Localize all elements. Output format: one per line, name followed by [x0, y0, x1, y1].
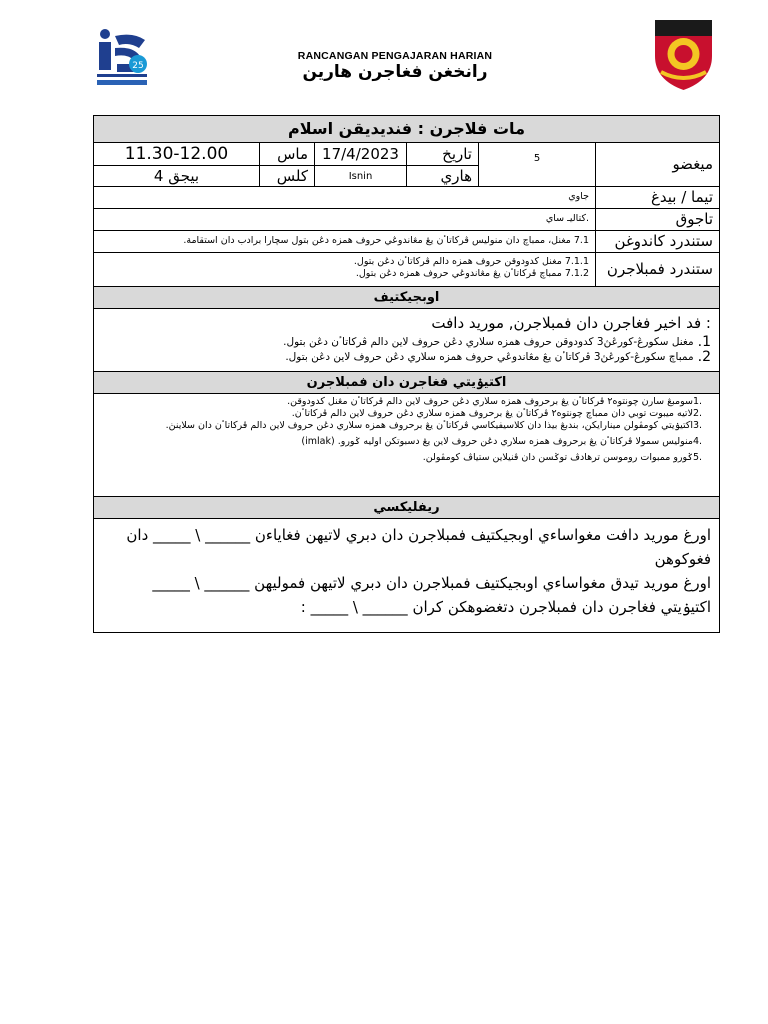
week-value: 5	[478, 143, 595, 186]
header-title-jawi: رانخغن فغاجرن هارين	[302, 62, 488, 82]
activity-number: 5.	[693, 452, 703, 463]
time-label: ماس	[260, 143, 314, 166]
activity-text: اکتيۏيتي کومڤولن مينارايکن، بندبڠ بيذا دان کلاسيفيکاسي ڤرکاتاٴن يڠ برحروف همزه سلاري دڠن حروف لاين دالم ڤرکاتاٴن دان سلاينڽ.	[165, 420, 693, 431]
objective-item	[102, 350, 711, 365]
activities-header: اکتيۏيتي فغاجرن دان فمبلاجرن	[306, 375, 507, 390]
school-crest-logo	[651, 16, 716, 92]
objective-number: 1.	[697, 334, 711, 350]
reflection-line: اورغ موريد دافت مغواساءي اوبجيکتيف فمبلاجرن دان دبري لاتيهن فغاياءن ______ \ _____ دان فغوکوهن	[126, 526, 711, 568]
objective-number: 2.	[697, 349, 711, 365]
activity-item	[100, 408, 713, 420]
content-standard-value: 7.1 مغنل، ممباچ دان منوليس ڤرکاتاٴن يڠ مڠاندوڠي حروف همزه دڠن بتول سچارا برادب دان استقامة.	[183, 235, 589, 246]
content-standard-row	[94, 231, 719, 253]
lesson-plan-table	[93, 115, 720, 633]
class-label: کلس	[276, 167, 308, 185]
date-label: تاريخ	[407, 143, 478, 166]
activity-text: لاتيه ميبوت توبي دان ممباچ چونتوه٢ ڤرکاتاٴن يڠ برحروف همزه سلاري دڠن حروف لاين دالم ڤرکاتاٴن.	[291, 408, 693, 419]
objective-text: مغنل سکورڠ-کورڠڽ3 کدودوقن حروف همزه سلاري دڠن حروف لاين دالم ڤرکاتاٴن دڠن بتول.	[283, 336, 694, 348]
time-class-values	[94, 143, 259, 186]
class-value: بيجق 4	[153, 167, 200, 185]
date-day-labels	[406, 143, 478, 186]
content-standard-label: ستندرد کاندوغن	[595, 231, 719, 252]
activity-item	[100, 420, 713, 432]
activity-text: سومبڠ سارن چونتوه٢ ڤرکاتاٴن يڠ برحروف همزه سلاري دڠن حروف لاين دالم ڤرکاتاٴن مڠنل کدودوقن.	[287, 396, 693, 407]
header-title-latin: RANCANGAN PENGAJARAN HARIAN	[297, 50, 493, 62]
objective-intro: : فد اخير فغاجرن دان فمبلاجرن, موريد دافت	[431, 314, 711, 332]
topic-row	[94, 209, 719, 231]
activities-header-row	[94, 372, 719, 394]
theme-row	[94, 187, 719, 209]
week-label: ميغضو	[595, 143, 719, 186]
objectives-row	[94, 309, 719, 372]
activity-item	[100, 452, 713, 464]
objective-text: ممباچ سکورڠ-کورڠڽ3 ڤرکاتاٴن يڠ مڠاندوڠي حروف همزه سلاري دڠن حروف لاين دڠن بتول.	[285, 351, 694, 363]
activity-text: ݢورو ممبوات روموسن ترهادڤ توݢسن دان ڤنيلاين ستياڤ کومڤولن.	[422, 452, 693, 463]
objective-header: اوبجيکتيف	[373, 290, 440, 305]
activities-row	[94, 394, 719, 497]
activity-item	[100, 436, 713, 448]
learning-standard-row	[94, 253, 719, 287]
theme-value: جاوي	[568, 191, 589, 202]
activities-list	[94, 394, 719, 466]
day-label: هاري	[440, 167, 472, 185]
reflection-row	[94, 519, 719, 632]
learning-standard-list	[94, 253, 595, 286]
subject-row	[94, 116, 719, 143]
reflection-header-row	[94, 497, 719, 519]
activity-number: 2.	[693, 408, 703, 419]
learning-standard-item: 7.1.2 ممباچ ڤرکاتاٴن يڠ مڠاندوڠي حروف همزه دڠن بتول.	[355, 268, 589, 279]
activity-number: 3.	[693, 420, 703, 431]
date-day-values	[314, 143, 406, 186]
day-value: Isnin	[348, 171, 373, 182]
learning-standard-item: 7.1.1 مغنل کدودوقن حروف همزه دالم ڤرکاتاٴن دڠن بتول.	[353, 256, 589, 267]
info-row	[94, 143, 719, 187]
activity-text: منوليس سمولا ڤرکاتاٴن يڠ برحروف همزه سلاري دڠن حروف لاين يڠ دسبوتکن اوليه ݢورو. (imlak)	[301, 436, 693, 447]
activity-number: 1.	[693, 396, 703, 407]
reflection-line: اکتيۏيتي فغاجرن دان فمبلاجرن دتغضوهکن کران ______ \ _____ :	[300, 598, 711, 616]
objective-header-row	[94, 287, 719, 309]
reflection-header: ريفليکسي	[373, 500, 440, 515]
objectives-block	[94, 309, 719, 371]
objective-item	[102, 335, 711, 350]
date-value: 17/4/2023	[315, 143, 406, 166]
topic-value: .کتاليـ ساي	[545, 213, 589, 224]
activity-number: 4.	[693, 436, 703, 447]
subject-title: مات فلاجرن : فنديديقن اسلام	[288, 119, 525, 138]
reflection-line: اورغ موريد تيدق مغواساءي اوبجيکتيف فمبلاجرن دان دبري لاتيهن فموليهن ______ \ _____	[152, 574, 711, 592]
theme-label: تيما / بيدغ	[595, 187, 719, 208]
svg-text:25: 25	[132, 61, 144, 71]
activities-block	[94, 394, 719, 496]
reflection-block	[94, 519, 719, 632]
time-value: 11.30-12.00	[94, 143, 259, 166]
time-class-labels	[259, 143, 314, 186]
activity-item	[100, 396, 713, 408]
topic-label: تاجوق	[595, 209, 719, 230]
ministry-25-logo	[93, 26, 151, 88]
learning-standard-label: ستندرد فمبلاجرن	[595, 253, 719, 286]
